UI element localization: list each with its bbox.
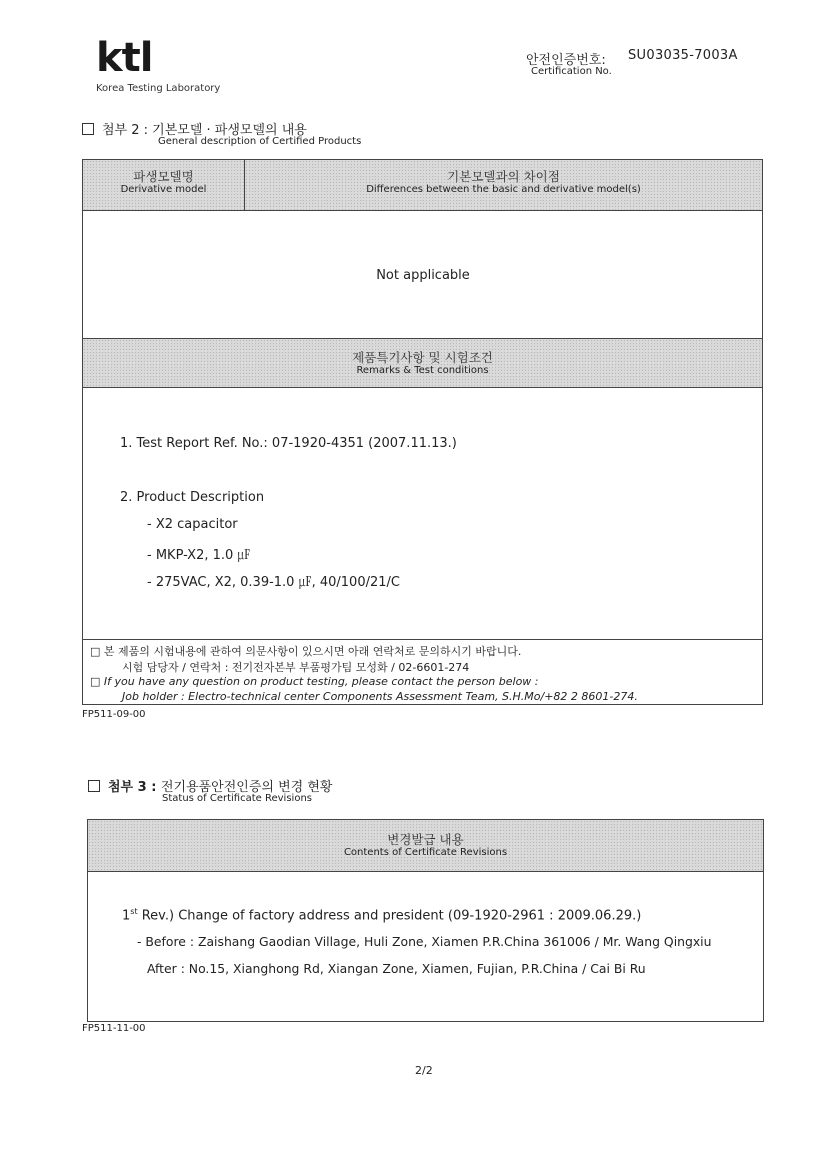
note-ko-line-2: 시험 담당자 / 연락처 : 전기전자본부 부품평가팀 모성화 / 02-6601-274: [122, 661, 470, 674]
revisions-header-en: Contents of Certificate Revisions: [343, 847, 508, 858]
attachment3-subtitle: Status of Certificate Revisions: [162, 793, 312, 804]
page-number: 2/2: [415, 1064, 433, 1077]
form-code-1: FP511-09-00: [82, 709, 146, 720]
test-report-ref: 1. Test Report Ref. No.: 07-1920-4351 (2007.11.13.): [120, 436, 457, 451]
revision-before-line: - Before : Zaishang Gaodian Village, Huli Zone, Xiamen P.R.China 361006 / Mr. Wang Qingxiu: [137, 934, 712, 949]
revisions-header-line: [88, 871, 764, 872]
product-desc-line-2: - MKP-X2, 1.0 ㎌: [147, 548, 251, 563]
remarks-header: [83, 350, 762, 377]
form-code-2: FP511-11-00: [82, 1023, 146, 1034]
cert-label-en: Certification No.: [531, 66, 612, 77]
revision-after-line: After : No.15, Xianghong Rd, Xiangan Zone, Xiamen, Fujian, P.R.China / Cai Bi Ru: [147, 961, 646, 976]
product-desc-line-3: - 275VAC, X2, 0.39-1.0 ㎌, 40/100/21/C: [147, 575, 400, 590]
attachment2-subtitle: General description of Certified Products: [158, 136, 362, 147]
checkbox-square-icon: [82, 123, 94, 135]
product-description-heading: 2. Product Description: [120, 490, 265, 505]
note-en-line-1-text: □ If you have any question on product testing, please contact the person below :: [90, 675, 539, 688]
revision-ordinal: st: [130, 907, 138, 916]
revisions-header: [88, 832, 763, 859]
attachment3-title-prefix: 첨부 3 :: [108, 780, 161, 795]
note-en-line-1: [90, 675, 539, 688]
derivative-model-header-en: Derivative model: [120, 184, 207, 195]
cert-number: SU03035-7003A: [628, 48, 738, 63]
differences-header-en: Differences between the basic and derivative model(s): [366, 184, 641, 195]
revision-1-text: Rev.) Change of factory address and president (09-1920-2961 : 2009.06.29.): [137, 908, 642, 924]
derivative-model-header: [83, 169, 244, 196]
cert-label-ko: 안전인증번호:: [526, 53, 606, 68]
attachment3-title-main: 전기용품안전인증의 변경 현황: [160, 780, 333, 795]
revision-1-line: [122, 907, 641, 923]
attachment2-table: [82, 159, 763, 705]
derivative-model-header-ko: 파생모델명: [133, 169, 194, 184]
remarks-header-ko: 제품특기사항 및 시험조건: [352, 350, 493, 365]
differences-header-ko: 기본모델과의 차이점: [447, 169, 560, 184]
logo-subtitle: Korea Testing Laboratory: [96, 83, 221, 94]
ktl-logo: ktl: [96, 35, 153, 81]
note-en-line-2-text: Job holder : Electro-technical center Components Assessment Team, S.H.Mo/+82 2 8601-274.: [122, 690, 638, 703]
differences-header: [245, 169, 762, 196]
attachment2-title-text: 첨부 2 : 기본모델 · 파생모델의 내용: [102, 123, 307, 138]
note-ko-line-1: □ 본 제품의 시험내용에 관하여 의문사항이 있으시면 아래 연락처로 문의하시기 바랍니다.: [90, 645, 522, 658]
not-applicable-text: Not applicable: [376, 268, 470, 283]
note-en-line-2: [122, 690, 638, 703]
revision-number: 1: [122, 908, 131, 924]
revisions-header-ko: 변경발급 내용: [387, 832, 464, 847]
product-desc-line-1: - X2 capacitor: [147, 517, 238, 532]
note-top-line: [83, 639, 763, 640]
header-bottom-line: [83, 210, 763, 211]
checkbox-square-icon: [88, 780, 100, 792]
remarks-bottom-line: [83, 387, 763, 388]
remarks-header-en: Remarks & Test conditions: [356, 365, 489, 376]
